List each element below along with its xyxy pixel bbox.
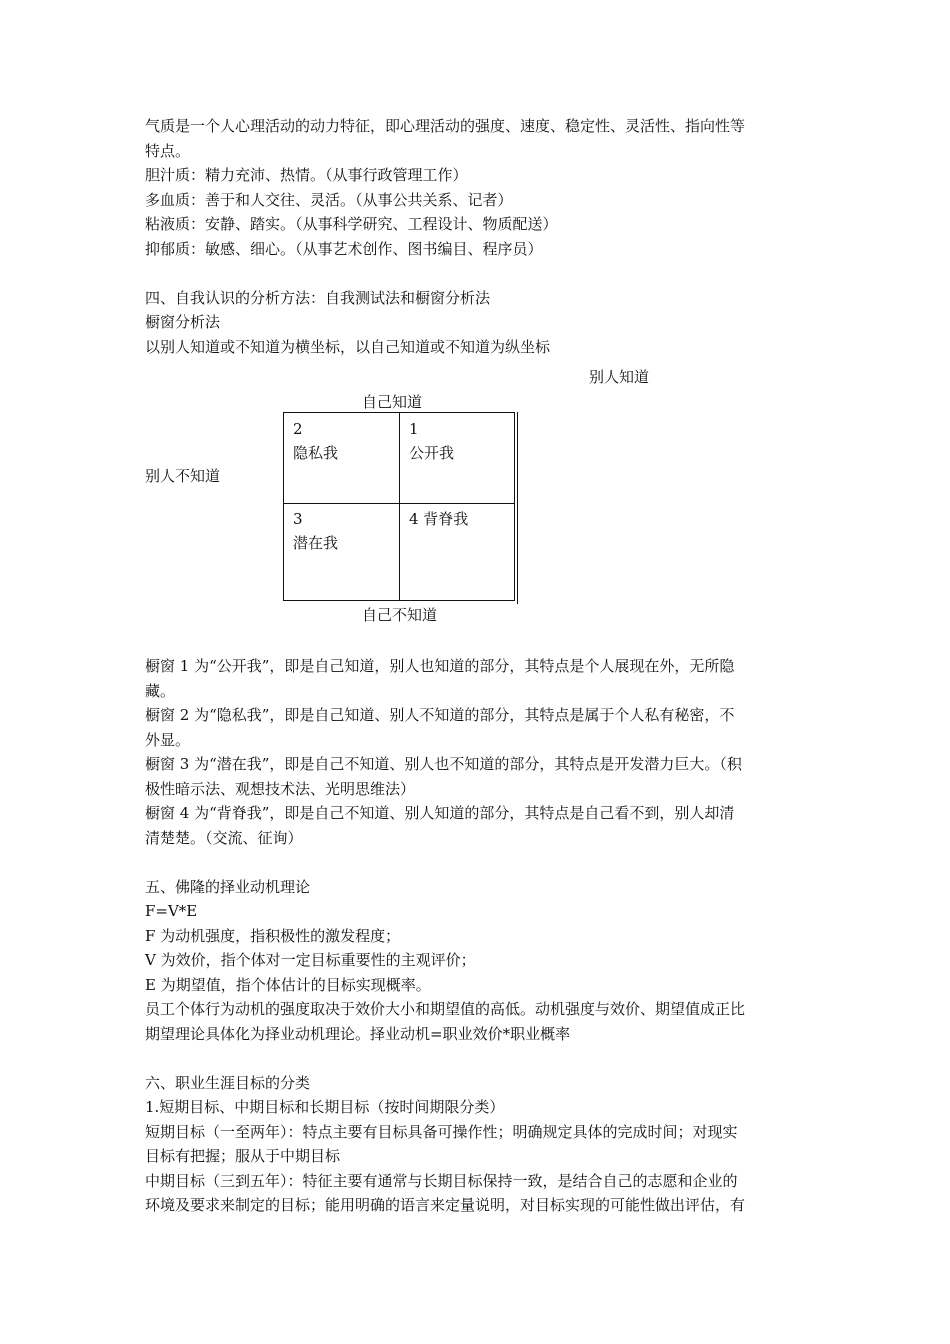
text-line: 胆汁质：精力充沛、热情。（从事行政管理工作） <box>145 166 468 184</box>
grid-vertical-divider <box>399 413 400 600</box>
axis-label-others-not-know: 别人不知道 <box>145 467 221 485</box>
axis-label-others-know: 别人知道 <box>589 368 650 386</box>
text-line: 橱窗 4 为“背脊我”，即是自己不知道、别人知道的部分，其特点是自己看不到，别人却清 <box>145 804 735 822</box>
text-line: F 为动机强度，指积极性的激发程度； <box>145 926 401 945</box>
blank-line <box>145 850 810 875</box>
text-line: 清楚楚。（交流、征询） <box>145 828 303 847</box>
text-line: 外显。 <box>145 730 191 749</box>
text-line: 粘液质：安静、踏实。（从事科学研究、工程设计、物质配送） <box>145 215 558 233</box>
text-line: 六、职业生涯目标的分类 <box>145 1073 311 1092</box>
text-line: 气质是一个人心理活动的动力特征，即心理活动的强度、速度、稳定性、灵活性、指向性等 <box>145 117 746 135</box>
text-line: 抑郁质：敏感、细心。（从事艺术创作、图书编目、程序员） <box>145 239 543 258</box>
text-line: 短期目标（一至两年）：特点主要有目标具备可操作性；明确规定具体的完成时间；对现实 <box>145 1122 738 1141</box>
text-line: 环境及要求来制定的目标；能用明确的语言来定量说明，对目标实现的可能性做出评估，有 <box>145 1196 746 1214</box>
text-line: 期望理论具体化为择业动机理论。择业动机=职业效价*职业概率 <box>145 1024 571 1043</box>
text-line: 多血质：善于和人交往、灵活。（从事公共关系、记者） <box>145 190 513 209</box>
text-line: V 为效价，指个体对一定目标重要性的主观评价； <box>145 951 476 969</box>
text-line: 目标有把握；服从于中期目标 <box>145 1147 341 1165</box>
cell-number: 1 <box>409 420 419 438</box>
window-cell-unknown-self <box>293 507 338 555</box>
text-line: 员工个体行为动机的强度取决于效价大小和期望值的高低。动机强度与效价、期望值成正比 <box>145 1000 746 1018</box>
cell-name: 隐私我 <box>293 444 339 462</box>
text-line: 橱窗 3 为“潜在我”，即是自己不知道、别人也不知道的部分，其特点是开发潜力巨大。（积 <box>145 755 742 773</box>
grid-horizontal-divider <box>284 503 514 504</box>
text-line: 橱窗 1 为“公开我”，即是自己知道，别人也知道的部分，其特点是个人展现在外，无所隐 <box>145 657 735 675</box>
text-line: 四、自我认识的分析方法：自我测试法和橱窗分析法 <box>145 288 491 307</box>
text-line: 特点。 <box>145 141 191 160</box>
text-line: F=V*E <box>145 902 198 920</box>
blank-line <box>145 1046 810 1071</box>
cell-name: 潜在我 <box>293 534 339 552</box>
cell-number: 2 <box>293 420 303 438</box>
body-text <box>145 654 810 1218</box>
johari-window-grid <box>283 412 515 601</box>
cell-label: 4 背脊我 <box>409 510 469 528</box>
text-line: 五、佛隆的择业动机理论 <box>145 877 311 896</box>
text-line: 藏。 <box>145 681 176 700</box>
blank-line <box>145 261 810 286</box>
intro-text <box>145 114 810 359</box>
window-cell-hidden-self <box>293 417 338 465</box>
text-line: 中期目标（三到五年）：特征主要有通常与长期目标保持一致，是结合自己的志愿和企业的 <box>145 1171 738 1190</box>
axis-label-self-not-know: 自己不知道 <box>362 606 438 624</box>
cell-number: 3 <box>293 510 303 528</box>
text-line: 极性暗示法、观想技术法、光明思维法） <box>145 779 416 798</box>
text-line: 1.短期目标、中期目标和长期目标（按时间期限分类） <box>145 1098 505 1116</box>
cell-name: 公开我 <box>409 444 455 462</box>
text-line: 橱窗分析法 <box>145 313 221 331</box>
text-line: E 为期望值，指个体估计的目标实现概率。 <box>145 975 431 994</box>
window-cell-open-self <box>409 417 454 465</box>
axis-label-self-know: 自己知道 <box>362 393 423 411</box>
text-line: 以别人知道或不知道为横坐标，以自己知道或不知道为纵坐标 <box>145 337 551 356</box>
text-line: 橱窗 2 为“隐私我”，即是自己知道、别人不知道的部分，其特点是属于个人私有秘密，不 <box>145 706 735 724</box>
grid-right-border-line <box>517 412 518 604</box>
window-cell-blind-self <box>409 507 468 531</box>
